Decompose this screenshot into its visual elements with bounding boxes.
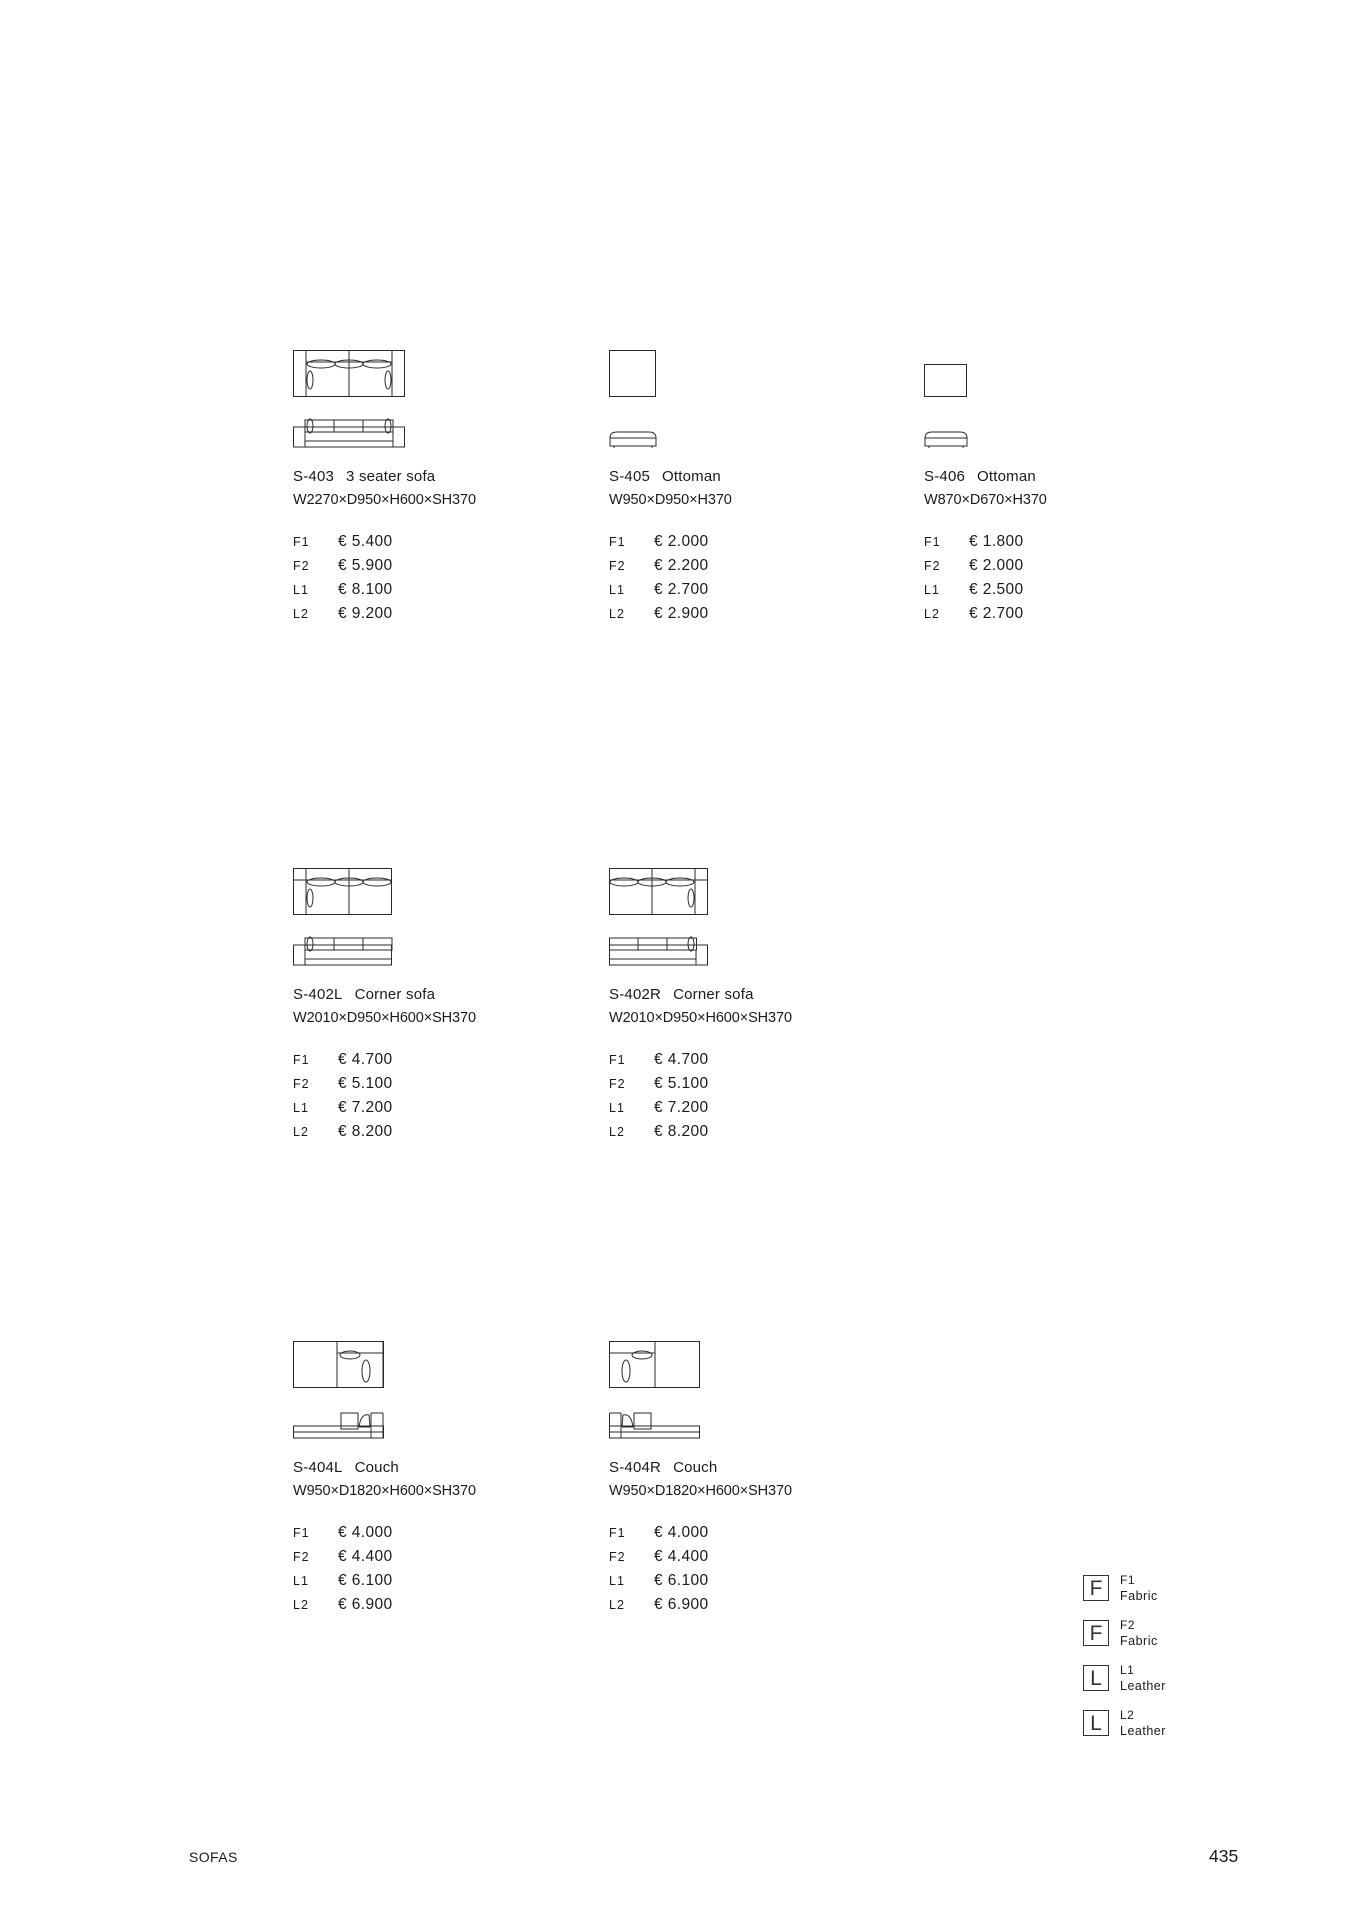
grade-label: F2 xyxy=(609,1077,626,1091)
price-value: € 6.900 xyxy=(338,1596,393,1613)
product-dimensions: W2010×D950×H600×SH370 xyxy=(609,1010,792,1026)
price-row xyxy=(293,1572,393,1596)
price-list xyxy=(609,533,709,629)
product-dimensions: W950×D950×H370 xyxy=(609,492,732,508)
price-value: € 9.200 xyxy=(338,605,393,622)
grade-label: F1 xyxy=(293,1526,310,1540)
product-title xyxy=(924,468,1036,485)
price-row xyxy=(293,1524,393,1548)
price-row xyxy=(609,1075,709,1099)
price-row xyxy=(293,1099,393,1123)
ottoman-small-drawing xyxy=(924,350,984,452)
grade-label: L1 xyxy=(609,1101,625,1115)
grade-label: F1 xyxy=(609,535,626,549)
price-value: € 4.400 xyxy=(654,1548,709,1565)
price-row xyxy=(924,533,1024,557)
grade-label: F2 xyxy=(293,559,310,573)
product-code: S-405 xyxy=(609,468,651,485)
price-value: € 5.400 xyxy=(338,533,393,550)
price-list xyxy=(609,1051,709,1147)
product-dimensions: W870×D670×H370 xyxy=(924,492,1047,508)
couch-left-drawing xyxy=(293,1341,388,1443)
price-row xyxy=(609,557,709,581)
grade-label: L1 xyxy=(293,583,309,597)
price-row xyxy=(609,1596,709,1620)
price-value: € 2.700 xyxy=(654,581,709,598)
price-value: € 4.700 xyxy=(654,1051,709,1068)
price-row xyxy=(293,1123,393,1147)
price-value: € 4.000 xyxy=(338,1524,393,1541)
price-value: € 4.400 xyxy=(338,1548,393,1565)
couch-right-drawing xyxy=(609,1341,704,1443)
price-value: € 8.200 xyxy=(654,1123,709,1140)
product-title xyxy=(293,1459,399,1476)
grade-label: F2 xyxy=(293,1077,310,1091)
price-value: € 6.100 xyxy=(654,1572,709,1589)
price-value: € 4.700 xyxy=(338,1051,393,1068)
grade-label: L2 xyxy=(609,1125,625,1139)
product-title xyxy=(609,986,754,1003)
legend-label: Leather xyxy=(1120,1679,1166,1693)
grade-label: F1 xyxy=(293,535,310,549)
grade-label: L1 xyxy=(609,1574,625,1588)
corner-sofa-left-drawing xyxy=(293,868,398,970)
product-dimensions: W2270×D950×H600×SH370 xyxy=(293,492,476,508)
price-row xyxy=(609,1123,709,1147)
legend-label: Leather xyxy=(1120,1724,1166,1738)
product-name: Ottoman xyxy=(662,468,721,485)
grade-label: L1 xyxy=(293,1101,309,1115)
price-value: € 2.000 xyxy=(969,557,1024,574)
product-title xyxy=(293,986,435,1003)
grade-label: L1 xyxy=(924,583,940,597)
product-dimensions: W2010×D950×H600×SH370 xyxy=(293,1010,476,1026)
fabric-grade-icon: F xyxy=(1083,1620,1109,1646)
price-list xyxy=(293,1051,393,1147)
price-row xyxy=(293,1075,393,1099)
leather-grade-icon: L xyxy=(1083,1710,1109,1736)
price-list xyxy=(293,533,393,629)
grade-label: F2 xyxy=(609,559,626,573)
price-value: € 8.200 xyxy=(338,1123,393,1140)
grade-label: F1 xyxy=(293,1053,310,1067)
price-row xyxy=(609,1548,709,1572)
grade-label: L1 xyxy=(609,583,625,597)
price-value: € 2.200 xyxy=(654,557,709,574)
price-row xyxy=(293,557,393,581)
grade-label: L2 xyxy=(924,607,940,621)
product-title xyxy=(609,468,721,485)
grade-label: F1 xyxy=(609,1526,626,1540)
price-row xyxy=(924,557,1024,581)
price-value: € 4.000 xyxy=(654,1524,709,1541)
price-row xyxy=(609,533,709,557)
grade-label: F2 xyxy=(293,1550,310,1564)
product-code: S-404R xyxy=(609,1459,662,1476)
price-value: € 6.900 xyxy=(654,1596,709,1613)
legend-label: Fabric xyxy=(1120,1634,1158,1648)
price-value: € 7.200 xyxy=(654,1099,709,1116)
product-name: Ottoman xyxy=(977,468,1036,485)
grade-label: F2 xyxy=(924,559,941,573)
product-name: 3 seater sofa xyxy=(346,468,436,485)
price-row xyxy=(609,1572,709,1596)
price-row xyxy=(609,1099,709,1123)
price-value: € 8.100 xyxy=(338,581,393,598)
product-dimensions: W950×D1820×H600×SH370 xyxy=(293,1483,476,1499)
grade-label: L2 xyxy=(609,1598,625,1612)
grade-label: F1 xyxy=(924,535,941,549)
price-row xyxy=(293,1051,393,1075)
section-label: SOFAS xyxy=(189,1849,238,1865)
price-value: € 1.800 xyxy=(969,533,1024,550)
product-name: Couch xyxy=(354,1459,399,1476)
price-row xyxy=(609,1524,709,1548)
price-value: € 5.900 xyxy=(338,557,393,574)
product-code: S-402L xyxy=(293,986,343,1003)
price-value: € 6.100 xyxy=(338,1572,393,1589)
price-row xyxy=(924,605,1024,629)
legend-code: L1 xyxy=(1120,1663,1135,1677)
price-list xyxy=(293,1524,393,1620)
price-row xyxy=(293,533,393,557)
legend-item-l2 xyxy=(1083,1710,1223,1742)
grade-label: L1 xyxy=(293,1574,309,1588)
price-row xyxy=(609,605,709,629)
product-code: S-403 xyxy=(293,468,335,485)
price-list xyxy=(609,1524,709,1620)
fabric-grade-icon: F xyxy=(1083,1575,1109,1601)
price-row xyxy=(609,1051,709,1075)
grade-label: F1 xyxy=(609,1053,626,1067)
product-title xyxy=(293,468,435,485)
price-value: € 2.700 xyxy=(969,605,1024,622)
price-value: € 2.900 xyxy=(654,605,709,622)
leather-grade-icon: L xyxy=(1083,1665,1109,1691)
price-row xyxy=(293,581,393,605)
product-code: S-404L xyxy=(293,1459,343,1476)
legend-code: L2 xyxy=(1120,1708,1135,1722)
page-number: 435 xyxy=(1209,1846,1239,1866)
price-row xyxy=(293,605,393,629)
price-value: € 2.000 xyxy=(654,533,709,550)
grade-label: L2 xyxy=(293,607,309,621)
product-name: Corner sofa xyxy=(354,986,436,1003)
legend-code: F2 xyxy=(1120,1618,1136,1632)
legend-item-f1 xyxy=(1083,1575,1223,1607)
legend-label: Fabric xyxy=(1120,1589,1158,1603)
price-value: € 7.200 xyxy=(338,1099,393,1116)
legend-code: F1 xyxy=(1120,1573,1136,1587)
price-row xyxy=(609,581,709,605)
price-row xyxy=(293,1548,393,1572)
corner-sofa-right-drawing xyxy=(609,868,714,970)
product-dimensions: W950×D1820×H600×SH370 xyxy=(609,1483,792,1499)
sofa-3-seater-drawing xyxy=(293,350,408,452)
price-value: € 5.100 xyxy=(338,1075,393,1092)
price-value: € 2.500 xyxy=(969,581,1024,598)
product-code: S-406 xyxy=(924,468,966,485)
product-title xyxy=(609,1459,717,1476)
legend-item-l1 xyxy=(1083,1665,1223,1697)
price-value: € 5.100 xyxy=(654,1075,709,1092)
grade-label: L2 xyxy=(609,607,625,621)
legend-item-f2 xyxy=(1083,1620,1223,1652)
grade-label: F2 xyxy=(609,1550,626,1564)
price-row xyxy=(293,1596,393,1620)
ottoman-large-drawing xyxy=(609,350,669,452)
product-name: Corner sofa xyxy=(673,986,754,1003)
grade-label: L2 xyxy=(293,1598,309,1612)
grade-label: L2 xyxy=(293,1125,309,1139)
product-code: S-402R xyxy=(609,986,662,1003)
product-name: Couch xyxy=(673,1459,718,1476)
price-row xyxy=(924,581,1024,605)
price-list xyxy=(924,533,1024,629)
